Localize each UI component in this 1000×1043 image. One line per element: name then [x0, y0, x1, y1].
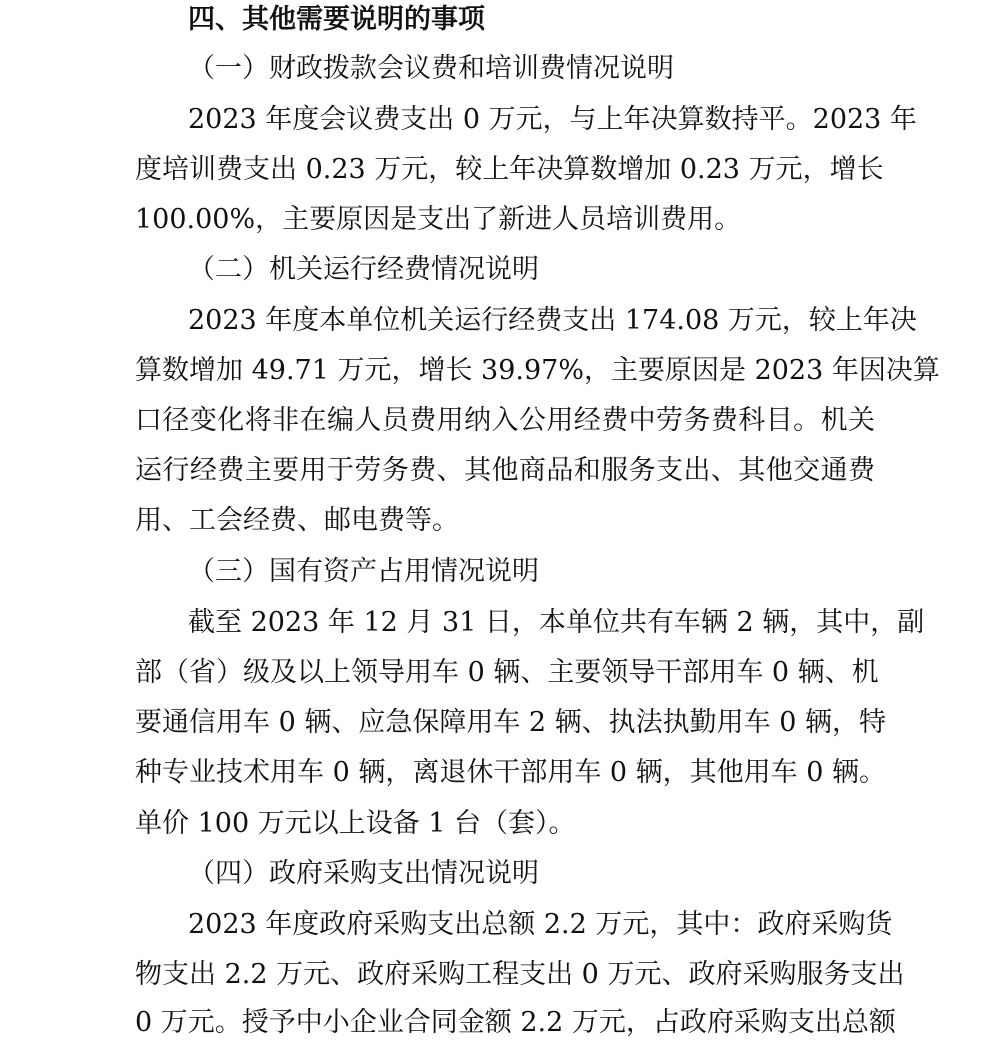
paragraph-line: 2023 年度本单位机关运行经费支出 174.08 万元，较上年决 [188, 305, 917, 336]
paragraph-line: 物支出 2.2 万元、政府采购工程支出 0 万元、政府采购服务支出 [135, 959, 905, 990]
paragraph-line: 0 万元。授予中小企业合同金额 2.2 万元，占政府采购支出总额 [135, 1007, 896, 1038]
paragraph-line: 口径变化将非在编人员费用纳入公用经费中劳务费科目。机关 [135, 405, 875, 436]
paragraph-line: 截至 2023 年 12 月 31 日，本单位共有车辆 2 辆，其中，副 [188, 607, 925, 638]
paragraph-line: 100.00%，主要原因是支出了新进人员培训费用。 [135, 204, 742, 235]
paragraph-line: 2023 年度会议费支出 0 万元，与上年决算数持平。2023 年 [188, 104, 917, 135]
paragraph-line: 要通信用车 0 辆、应急保障用车 2 辆、执法执勤用车 0 辆，特 [135, 707, 887, 738]
paragraph-line: 用、工会经费、邮电费等。 [135, 505, 459, 536]
paragraph-line: 部（省）级及以上领导用车 0 辆、主要领导干部用车 0 辆、机 [135, 657, 879, 688]
paragraph-line: 度培训费支出 0.23 万元，较上年决算数增加 0.23 万元，增长 [135, 154, 884, 185]
paragraph-line: 单价 100 万元以上设备 1 台（套）。 [135, 808, 576, 839]
subsection-title-4: （四）政府采购支出情况说明 [188, 858, 539, 889]
paragraph-line: 算数增加 49.71 万元，增长 39.97%，主要原因是 2023 年因决算 [135, 355, 940, 386]
section-heading: 四、其他需要说明的事项 [188, 4, 485, 35]
subsection-title-3: （三）国有资产占用情况说明 [188, 556, 539, 587]
paragraph-line: 2023 年度政府采购支出总额 2.2 万元，其中：政府采购货 [188, 909, 893, 940]
subsection-title-2: （二）机关运行经费情况说明 [188, 254, 539, 285]
subsection-title-1: （一）财政拨款会议费和培训费情况说明 [188, 53, 674, 84]
paragraph-line: 运行经费主要用于劳务费、其他商品和服务支出、其他交通费 [135, 455, 875, 486]
paragraph-line: 种专业技术用车 0 辆，离退休干部用车 0 辆，其他用车 0 辆。 [135, 757, 887, 788]
